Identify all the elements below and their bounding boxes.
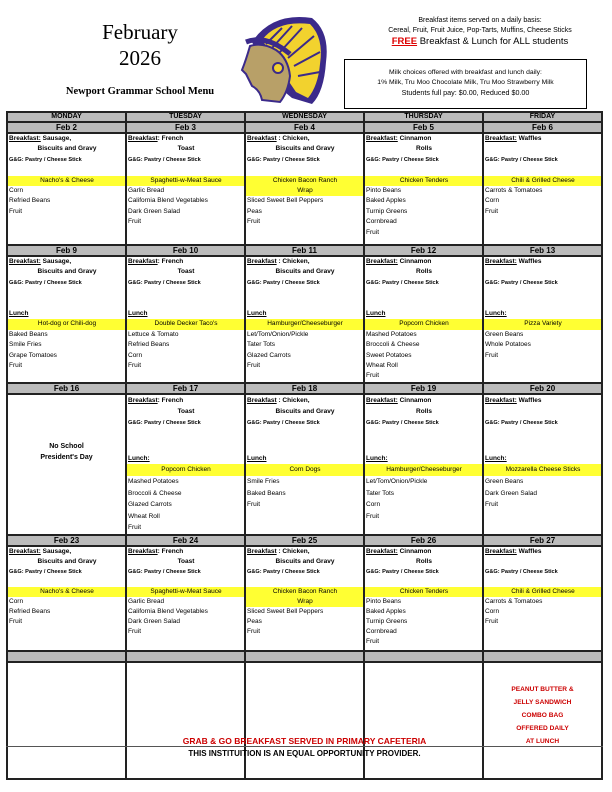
grab-and-go-line: G&G: Pastry / Cheese Stick (9, 279, 82, 286)
breakfast-item: Waffles (516, 547, 542, 555)
side-item: Wheat Roll (128, 512, 160, 520)
menu-calendar (6, 111, 603, 780)
day-cell (245, 546, 364, 651)
breakfast-line (246, 547, 363, 557)
breakfast-label: Breakfast (128, 396, 158, 404)
breakfast-item: Cinnamon (397, 135, 432, 142)
breakfast-item: : Chicken, (276, 258, 310, 265)
day-cell (483, 133, 602, 245)
side-item: Garlic Bread (128, 187, 165, 195)
spacer (127, 577, 244, 587)
grab-and-go-line: G&G: Pastry / Cheese Stick (128, 279, 201, 286)
breakfast-item: Sausage, (40, 135, 72, 142)
side-item: Corn (9, 597, 24, 605)
date-header-empty (126, 651, 245, 662)
side-item: Fruit (485, 207, 498, 215)
side-item: Fruit (247, 627, 260, 635)
side-item: Corn (485, 197, 500, 205)
free-word: FREE (391, 36, 418, 47)
breakfast-label: Breakfast (247, 396, 277, 404)
grab-and-go-line: G&G: Pastry / Cheese Stick (366, 156, 439, 163)
side-item: Fruit (247, 362, 260, 370)
day-cell (126, 256, 245, 383)
breakfast-item-line-2: Toast (177, 268, 195, 276)
breakfast-label: Breakfast: (9, 135, 41, 142)
breakfast-item: Cinnamon (397, 547, 432, 555)
breakfast-item-line-2: Toast (177, 557, 195, 565)
date-header: Feb 27 (483, 535, 602, 546)
spacer (246, 165, 363, 175)
lunch-entree: Pizza Variety (484, 319, 601, 329)
spacer (246, 430, 363, 442)
lunch-entree: Chicken Tenders (365, 176, 482, 186)
spacer (484, 288, 601, 298)
day-cell (126, 546, 245, 651)
date-header: Feb 25 (245, 535, 364, 546)
breakfast-item: : French (157, 396, 184, 404)
breakfast-item-line-2 (484, 557, 601, 567)
breakfast-line (8, 257, 125, 267)
side-item: Green Beans (485, 478, 524, 485)
day-header: FRIDAY (483, 112, 602, 122)
school-name: Newport Grammar School Menu (65, 86, 215, 97)
lunch-entree: Corn Dogs (246, 464, 363, 476)
date-header: Feb 24 (126, 535, 245, 546)
side-item: Fruit (128, 362, 141, 370)
side-item: Pinto Beans (366, 597, 402, 605)
side-item: Corn (128, 351, 143, 359)
side-item: Wheat Roll (366, 362, 398, 370)
no-school-notice (8, 395, 125, 464)
breakfast-item-line-2 (484, 406, 601, 418)
grab-and-go-line: G&G: Pastry / Cheese Stick (366, 279, 439, 286)
breakfast-item: : Chicken, (276, 396, 310, 404)
breakfast-info-line-1: Breakfast items served on a daily basis: (418, 17, 542, 24)
side-item: Fruit (366, 372, 379, 380)
side-item: Smile Fries (247, 478, 280, 485)
side-item: Fruit (247, 501, 260, 509)
date-header: Feb 2 (7, 122, 126, 133)
lunch-entree: Popcorn Chicken (365, 319, 482, 329)
breakfast-item-line-2: Toast (177, 145, 195, 153)
breakfast-item-line-2: Biscuits and Gravy (275, 408, 335, 416)
grab-and-go-line: G&G: Pastry / Cheese Stick (247, 279, 320, 286)
breakfast-line (365, 134, 482, 144)
side-item: Let/Tom/Onion/Pickle (247, 330, 309, 338)
lunch-entree: Chili & Grilled Cheese (484, 176, 601, 186)
pbj-line: OFFERED DAILY (516, 724, 569, 732)
side-item: Turnip Greens (366, 617, 408, 625)
date-header-empty (245, 651, 364, 662)
breakfast-line (365, 257, 482, 267)
lunch-entree: Spaghetti-w-Meat Sauce (127, 587, 244, 597)
breakfast-line (246, 395, 363, 407)
side-item: Cornbread (366, 627, 397, 635)
day-cell (483, 256, 602, 383)
milk-info-box (344, 59, 587, 109)
grab-and-go-line: G&G: Pastry / Cheese Stick (485, 568, 558, 575)
lunch-label: Lunch (128, 310, 148, 317)
grab-and-go-line: G&G: Pastry / Cheese Stick (247, 420, 320, 427)
spacer (365, 577, 482, 587)
day-cell (483, 394, 602, 535)
lunch-entree: Chicken Bacon Ranch (246, 587, 363, 597)
side-item: Baked Apples (366, 607, 406, 615)
breakfast-info-line-2: Cereal, Fruit, Fruit Juice, Pop-Tarts, Muffins, Cheese Sticks (388, 27, 572, 34)
side-item: Cornbread (366, 218, 397, 226)
breakfast-line (484, 547, 601, 557)
breakfast-item-line-2: Biscuits and Gravy (37, 145, 97, 153)
breakfast-item-line-2: Rolls (416, 145, 432, 153)
breakfast-line (127, 547, 244, 557)
date-header: Feb 16 (7, 383, 126, 394)
breakfast-label: Breakfast (247, 258, 277, 265)
milk-line-1: Milk choices offered with breakfast and lunch daily: (389, 69, 542, 76)
day-cell-empty (364, 662, 483, 779)
grab-and-go-line: G&G: Pastry / Cheese Stick (128, 568, 201, 575)
lunch-entree: Nacho's & Cheese (8, 587, 125, 597)
side-item: Corn (366, 501, 381, 509)
day-cell (245, 133, 364, 245)
side-item: Carrots & Tomatoes (485, 597, 543, 605)
side-item: Turnip Greens (366, 207, 408, 215)
grab-and-go-line: G&G: Pastry / Cheese Stick (485, 420, 558, 427)
grab-and-go-line: G&G: Pastry / Cheese Stick (9, 568, 82, 575)
day-header: THURSDAY (364, 112, 483, 122)
lunch-entree: Chicken Bacon Ranch (246, 176, 363, 186)
day-cell (126, 133, 245, 245)
side-item: Fruit (485, 351, 498, 359)
side-item: Fruit (247, 218, 260, 226)
side-item: Smile Fries (9, 341, 42, 349)
date-header: Feb 5 (364, 122, 483, 133)
date-header: Feb 3 (126, 122, 245, 133)
date-header: Feb 11 (245, 245, 364, 256)
day-cell (126, 394, 245, 535)
lunch-label: Lunch: (366, 454, 388, 462)
date-header-empty (364, 651, 483, 662)
lunch-label: Lunch (366, 310, 386, 317)
breakfast-item-line-2: Toast (177, 408, 195, 416)
spacer (484, 430, 601, 442)
breakfast-item: Waffles (516, 135, 542, 142)
breakfast-line (8, 547, 125, 557)
breakfast-item: Waffles (516, 258, 542, 265)
breakfast-label: Breakfast: (485, 258, 517, 265)
side-item: Green Beans (485, 330, 524, 338)
side-item: Sliced Sweet Bell Peppers (247, 197, 324, 205)
side-item: Baked Beans (9, 330, 48, 338)
day-cell-empty (7, 662, 126, 779)
breakfast-item: : French (157, 258, 184, 265)
day-cell (364, 546, 483, 651)
free-meals-text: Breakfast & Lunch for ALL students (417, 36, 569, 47)
date-header: Feb 10 (126, 245, 245, 256)
side-item: Broccoli & Cheese (128, 489, 182, 497)
lunch-entree: Nacho's & Cheese (8, 176, 125, 186)
free-meals-notice (370, 36, 590, 48)
date-header-empty (483, 651, 602, 662)
side-item: Peas (247, 207, 262, 215)
breakfast-label: Breakfast (247, 547, 277, 555)
breakfast-item-line-2: Rolls (416, 268, 432, 276)
lunch-entree: Hamburger/Cheeseburger (246, 319, 363, 329)
breakfast-item-line-2: Biscuits and Gravy (275, 557, 335, 565)
side-item: Lettuce & Tomato (128, 330, 179, 338)
side-item: Sliced Sweet Bell Peppers (247, 607, 324, 615)
grab-go-notice: GRAB & GO BREAKFAST SERVED IN PRIMARY CAFETERIA (182, 736, 427, 746)
day-cell (364, 256, 483, 383)
side-item: Glazed Carrots (247, 351, 291, 359)
side-item: Pinto Beans (366, 187, 402, 195)
side-item: Sweet Potatoes (366, 351, 412, 359)
lunch-entree: Chili & Grilled Cheese (484, 587, 601, 597)
side-item: Broccoli & Cheese (366, 341, 420, 349)
lunch-label: Lunch: (485, 309, 507, 317)
milk-line-2: 1% Milk, Tru Moo Chocolate Milk, Tru Moo Strawberry Milk (377, 79, 554, 86)
grab-and-go-line: G&G: Pastry / Cheese Stick (128, 420, 201, 427)
breakfast-item-line-2: Biscuits and Gravy (275, 268, 335, 276)
side-item: Mashed Potatoes (128, 478, 179, 485)
breakfast-label: Breakfast: (485, 135, 517, 142)
breakfast-line (8, 134, 125, 144)
day-cell-empty (126, 662, 245, 779)
side-item: Let/Tom/Onion/Pickle (366, 478, 428, 485)
breakfast-label: Breakfast (247, 135, 277, 142)
side-item: Dark Green Salad (128, 617, 181, 625)
breakfast-line (484, 134, 601, 144)
date-header: Feb 19 (364, 383, 483, 394)
breakfast-item-line-2: Biscuits and Gravy (37, 268, 97, 276)
breakfast-item: : French (157, 547, 184, 555)
breakfast-item: Sausage, (40, 258, 72, 265)
pbj-line: COMBO BAG (521, 711, 564, 719)
grab-and-go-line: G&G: Pastry / Cheese Stick (485, 156, 558, 163)
grab-and-go-line: G&G: Pastry / Cheese Stick (128, 156, 201, 163)
side-item: Carrots & Tomatoes (485, 187, 543, 194)
grab-and-go-line: G&G: Pastry / Cheese Stick (247, 156, 320, 163)
side-item: Mashed Potatoes (366, 330, 417, 338)
day-cell (7, 133, 126, 245)
day-cell (7, 256, 126, 383)
day-cell (245, 394, 364, 535)
breakfast-label: Breakfast: (366, 258, 398, 265)
side-item: Refried Beans (128, 341, 170, 349)
lunch-label: Lunch: (128, 454, 150, 462)
side-item: Refried Beans (9, 197, 51, 205)
side-item: Tater Tots (247, 341, 276, 349)
no-school-line: No School (49, 442, 84, 450)
breakfast-item: : Chicken, (276, 135, 310, 142)
side-item: Fruit (485, 501, 498, 509)
side-item: Tater Tots (366, 489, 395, 497)
date-header: Feb 13 (483, 245, 602, 256)
day-cell (7, 394, 126, 535)
breakfast-line (246, 134, 363, 144)
lunch-entree: Wrap (246, 597, 363, 607)
spacer (127, 288, 244, 298)
grab-and-go-line: G&G: Pastry / Cheese Stick (247, 568, 320, 575)
breakfast-item: : French (157, 135, 184, 142)
pbj-line: AT LUNCH (525, 737, 560, 745)
no-school-line: President's Day (40, 454, 93, 462)
pbj-line: PEANUT BUTTER & (511, 685, 574, 693)
side-item: California Blend Vegetables (128, 607, 208, 615)
date-header: Feb 26 (364, 535, 483, 546)
side-item: Baked Beans (247, 489, 286, 497)
side-item: Fruit (128, 524, 141, 532)
date-header: Feb 20 (483, 383, 602, 394)
side-item: Corn (9, 187, 24, 195)
breakfast-item-line-2 (484, 144, 601, 154)
side-item: Fruit (9, 362, 22, 370)
breakfast-line (127, 257, 244, 267)
date-header-empty (7, 651, 126, 662)
lunch-entree: Hamburger/Cheeseburger (365, 464, 482, 476)
breakfast-item: Cinnamon (397, 396, 432, 404)
day-header: WEDNESDAY (245, 112, 364, 122)
side-item: Baked Apples (366, 197, 406, 205)
breakfast-label: Breakfast: (366, 396, 398, 404)
lunch-entree: Mozzarella Cheese Sticks (484, 464, 601, 476)
breakfast-item-line-2 (484, 267, 601, 277)
month-title: February (102, 20, 178, 44)
day-cell (245, 256, 364, 383)
spacer (246, 288, 363, 298)
date-header: Feb 4 (245, 122, 364, 133)
day-cell (7, 546, 126, 651)
grab-and-go-line: G&G: Pastry / Cheese Stick (366, 420, 439, 427)
side-item: California Blend Vegetables (128, 197, 208, 205)
side-item: Dark Green Salad (485, 489, 538, 497)
breakfast-line (365, 395, 482, 407)
spacer (365, 288, 482, 298)
breakfast-label: Breakfast: (9, 258, 41, 265)
spacer (127, 165, 244, 175)
side-item: Corn (485, 607, 500, 615)
breakfast-item: Waffles (516, 396, 542, 404)
breakfast-line (365, 547, 482, 557)
breakfast-label: Breakfast: (485, 396, 517, 404)
breakfast-item: Cinnamon (397, 258, 432, 265)
grab-and-go-line: G&G: Pastry / Cheese Stick (366, 568, 439, 575)
side-item: Fruit (128, 218, 141, 226)
date-header: Feb 18 (245, 383, 364, 394)
day-header: MONDAY (7, 112, 126, 122)
spacer (8, 165, 125, 175)
breakfast-item: Sausage, (40, 547, 72, 555)
side-item: Fruit (9, 617, 22, 625)
footer-divider (6, 746, 603, 747)
day-cell-empty (245, 662, 364, 779)
lunch-label: Lunch (247, 454, 267, 462)
spacer (365, 430, 482, 442)
mascot-logo-icon (232, 12, 332, 106)
breakfast-label: Breakfast: (485, 547, 517, 555)
equal-opportunity-notice: THIS INSTITUITION IS AN EQUAL OPPORTUNITY PROVIDER. (188, 749, 421, 758)
lunch-entree: Spaghetti-w-Meat Sauce (127, 176, 244, 186)
breakfast-line (484, 257, 601, 267)
spacer (8, 577, 125, 587)
lunch-entree: Chicken Tenders (365, 587, 482, 597)
breakfast-line (246, 257, 363, 267)
breakfast-line (484, 395, 601, 407)
breakfast-item: : Chicken, (276, 547, 310, 555)
grab-and-go-line: G&G: Pastry / Cheese Stick (485, 279, 558, 286)
side-item: Fruit (9, 207, 22, 215)
day-cell (364, 394, 483, 535)
side-item: Fruit (128, 627, 141, 635)
breakfast-item-line-2: Biscuits and Gravy (275, 145, 335, 153)
spacer (246, 577, 363, 587)
date-header: Feb 12 (364, 245, 483, 256)
breakfast-item-line-2: Rolls (416, 557, 432, 565)
side-item: Garlic Bread (128, 597, 165, 605)
day-cell-empty (483, 662, 602, 779)
breakfast-line (127, 395, 244, 407)
side-item: Fruit (366, 637, 379, 645)
side-item: Glazed Carrots (128, 501, 172, 509)
day-cell (364, 133, 483, 245)
breakfast-label: Breakfast: (9, 547, 41, 555)
spacer (8, 288, 125, 298)
lunch-label: Lunch (9, 310, 29, 317)
side-item: Whole Potatoes (485, 341, 531, 349)
date-header: Feb 6 (483, 122, 602, 133)
breakfast-item-line-2: Rolls (416, 408, 432, 416)
pbj-line: JELLY SANDWICH (513, 698, 572, 706)
lunch-label: Lunch: (485, 454, 507, 462)
date-header: Feb 23 (7, 535, 126, 546)
side-item: Peas (247, 617, 262, 625)
grab-and-go-line: G&G: Pastry / Cheese Stick (9, 156, 82, 163)
breakfast-label: Breakfast (128, 135, 158, 142)
lunch-entree: Wrap (246, 186, 363, 196)
breakfast-line (127, 134, 244, 144)
breakfast-item-line-2: Biscuits and Gravy (37, 557, 97, 565)
day-header: TUESDAY (126, 112, 245, 122)
year-title: 2026 (119, 46, 161, 70)
lunch-entree: Hot-dog or Chili-dog (8, 319, 125, 329)
spacer (484, 165, 601, 175)
lunch-label: Lunch (247, 310, 267, 317)
spacer (484, 577, 601, 587)
spacer (127, 430, 244, 442)
lunch-entree: Double Decker Taco's (127, 319, 244, 329)
day-cell (483, 546, 602, 651)
side-item: Fruit (366, 228, 379, 236)
breakfast-label: Breakfast (128, 547, 158, 555)
date-header: Feb 9 (7, 245, 126, 256)
side-item: Refried Beans (9, 607, 51, 615)
side-item: Dark Green Salad (128, 207, 181, 215)
milk-pay-line: Students full pay: $0.00, Reduced $0.00 (401, 88, 530, 97)
side-item: Fruit (485, 617, 498, 625)
breakfast-label: Breakfast: (366, 547, 398, 555)
side-item: Fruit (366, 512, 379, 520)
date-header: Feb 17 (126, 383, 245, 394)
side-item: Grape Tomatoes (9, 351, 57, 359)
spacer (365, 165, 482, 175)
breakfast-label: Breakfast (128, 258, 158, 265)
breakfast-label: Breakfast: (366, 135, 398, 142)
lunch-entree: Popcorn Chicken (127, 464, 244, 476)
